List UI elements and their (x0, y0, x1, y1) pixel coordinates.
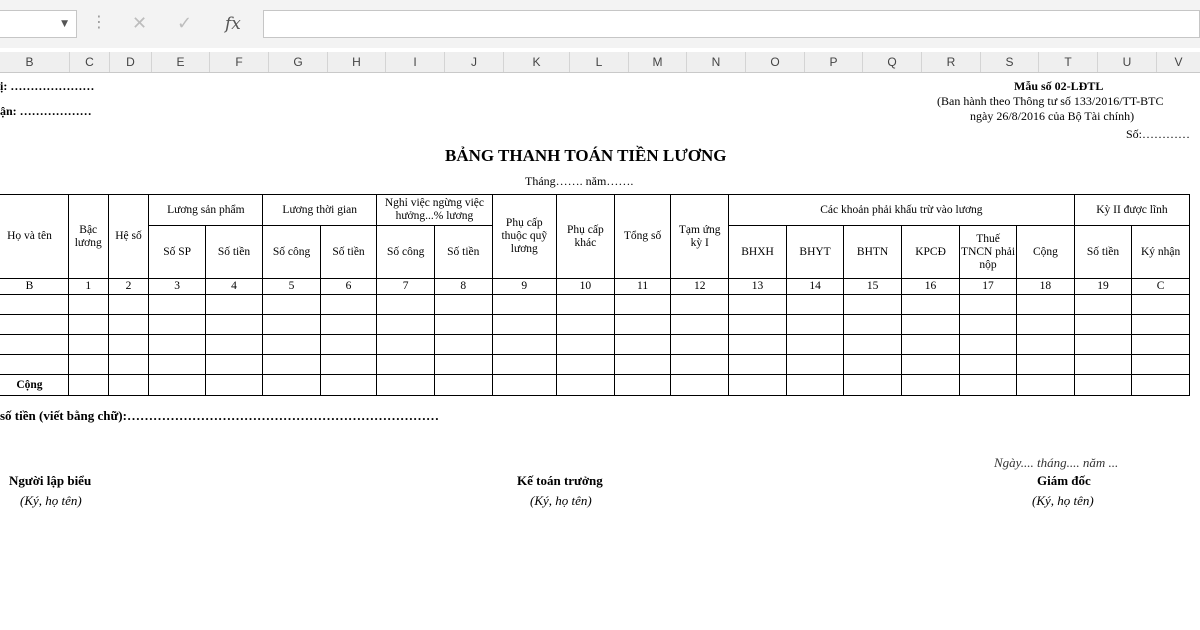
cell[interactable] (557, 375, 615, 396)
cell[interactable] (787, 375, 844, 396)
cell[interactable] (108, 375, 149, 396)
header-bhtn: BHTN (844, 226, 902, 279)
column-header[interactable]: F (210, 52, 269, 72)
header-amount: Số tiền (435, 226, 493, 279)
cell[interactable] (1074, 335, 1131, 355)
header-total: Tổng số (614, 195, 671, 279)
index-cell: 18 (1017, 279, 1075, 295)
index-cell: 4 (205, 279, 262, 295)
total-row (0, 375, 1190, 396)
cell[interactable] (1017, 335, 1075, 355)
header-amount: Số tiền (320, 226, 376, 279)
header-product-wage: Lương sản phẩm (149, 195, 263, 226)
cell[interactable] (320, 295, 376, 315)
index-cell: B (0, 279, 68, 295)
column-header[interactable]: L (570, 52, 629, 72)
signer-director: Giám đốc (1037, 473, 1091, 488)
formula-buttons (117, 11, 247, 39)
cell[interactable] (960, 375, 1017, 396)
cell[interactable] (671, 315, 729, 335)
cell[interactable] (787, 315, 844, 335)
header-workdays: Số công (263, 226, 321, 279)
header-leave-wage: Nghỉ việc ngừng việc hưởng...% lương (377, 195, 492, 226)
unit-label: ị: ………………… (0, 79, 95, 93)
cell[interactable] (263, 295, 321, 315)
cell[interactable] (902, 355, 960, 375)
cell[interactable] (149, 375, 205, 396)
cell[interactable] (68, 295, 108, 315)
cell[interactable] (729, 335, 787, 355)
cell[interactable] (0, 335, 68, 355)
index-cell: 15 (844, 279, 902, 295)
header-deductions: Các khoản phải khấu trừ vào lương (729, 195, 1075, 226)
cell[interactable] (787, 295, 844, 315)
cell[interactable] (729, 355, 787, 375)
cell[interactable] (205, 295, 262, 315)
header-product-qty: Số SP (149, 226, 205, 279)
column-header[interactable]: I (386, 52, 445, 72)
column-header[interactable]: G (269, 52, 328, 72)
cell[interactable] (435, 315, 493, 335)
cell[interactable] (1074, 315, 1131, 335)
cell[interactable] (377, 375, 435, 396)
cell[interactable] (68, 315, 108, 335)
cell[interactable] (902, 335, 960, 355)
cell[interactable] (614, 315, 671, 335)
header-name: Họ và tên (0, 195, 68, 279)
table-header-row (0, 195, 1190, 226)
column-header[interactable]: O (746, 52, 805, 72)
index-cell: C (1132, 279, 1190, 295)
enter-icon[interactable]: ✓ (177, 13, 193, 34)
cell[interactable] (614, 295, 671, 315)
issuance-note-2: ngày 26/8/2016 của Bộ Tài chính) (970, 109, 1135, 123)
cell[interactable] (0, 315, 68, 335)
cell[interactable] (1132, 335, 1190, 355)
cell[interactable] (960, 355, 1017, 375)
column-header[interactable]: Q (863, 52, 922, 72)
sign-hint-director: (Ký, họ tên) (1032, 493, 1094, 508)
cell[interactable] (263, 315, 321, 335)
cell[interactable] (320, 335, 376, 355)
column-header[interactable]: D (110, 52, 152, 72)
cell[interactable] (205, 355, 262, 375)
column-headers (0, 52, 1200, 73)
cell[interactable] (205, 315, 262, 335)
cell[interactable] (902, 295, 960, 315)
index-cell: 2 (108, 279, 149, 295)
cell[interactable] (614, 375, 671, 396)
document-number: Số:………… (1126, 127, 1191, 141)
cell[interactable] (1074, 295, 1131, 315)
cell[interactable] (492, 295, 557, 315)
index-cell: 3 (149, 279, 205, 295)
cell[interactable] (960, 315, 1017, 335)
header-workdays: Số công (377, 226, 435, 279)
cell[interactable] (1132, 375, 1190, 396)
cell[interactable] (149, 295, 205, 315)
amount-in-words: số tiền (viết bằng chữ):……………………………………………………………… (0, 408, 439, 423)
cell[interactable] (844, 355, 902, 375)
signer-chief-accountant: Kế toán trưởng (517, 473, 603, 488)
header-grade: Bậc lương (68, 195, 108, 279)
index-cell: 9 (492, 279, 557, 295)
sign-hint-accountant: (Ký, họ tên) (530, 493, 592, 508)
form-number: Mẫu số 02-LĐTL (1014, 79, 1104, 93)
column-header[interactable]: J (445, 52, 504, 72)
cell[interactable] (68, 355, 108, 375)
cell[interactable] (671, 295, 729, 315)
cell[interactable] (1132, 315, 1190, 335)
cell[interactable] (108, 315, 149, 335)
cell[interactable] (377, 335, 435, 355)
cell[interactable] (263, 375, 321, 396)
index-cell: 8 (435, 279, 493, 295)
cell[interactable] (671, 355, 729, 375)
cell[interactable] (960, 295, 1017, 315)
column-header[interactable]: P (805, 52, 863, 72)
column-header[interactable]: M (629, 52, 687, 72)
cancel-icon[interactable]: ✕ (132, 13, 148, 34)
column-header[interactable]: U (1098, 52, 1157, 72)
header-signature: Ký nhận (1132, 226, 1190, 279)
index-cell: 14 (787, 279, 844, 295)
total-label: Cộng (0, 375, 68, 396)
payroll-table (0, 194, 1190, 396)
column-header[interactable]: N (687, 52, 746, 72)
cell[interactable] (1074, 375, 1131, 396)
cell[interactable] (205, 375, 262, 396)
column-header[interactable]: C (70, 52, 110, 72)
cell[interactable] (320, 355, 376, 375)
cell[interactable] (1017, 355, 1075, 375)
cell[interactable] (435, 355, 493, 375)
cell[interactable] (149, 355, 205, 375)
column-header[interactable]: S (981, 52, 1039, 72)
cell[interactable] (729, 295, 787, 315)
sign-hint-preparer: (Ký, họ tên) (20, 493, 82, 508)
column-header[interactable]: V (1174, 55, 1183, 69)
index-cell: 7 (377, 279, 435, 295)
cell[interactable] (492, 315, 557, 335)
cell[interactable] (614, 335, 671, 355)
cell[interactable] (557, 295, 615, 315)
header-period-2: Kỳ II được lĩnh (1074, 195, 1189, 226)
cell[interactable] (614, 355, 671, 375)
column-header[interactable]: E (152, 52, 210, 72)
cell[interactable] (902, 315, 960, 335)
column-header[interactable]: K (504, 52, 570, 72)
issuance-note-1: (Ban hành theo Thông tư số 133/2016/TT-BTC (937, 94, 1164, 108)
cell[interactable] (1132, 295, 1190, 315)
header-allowance-other: Phụ cấp khác (557, 195, 615, 279)
cell[interactable] (1132, 355, 1190, 375)
table-row (0, 315, 1190, 335)
cell[interactable] (108, 295, 149, 315)
cell[interactable] (263, 335, 321, 355)
header-amount: Số tiền (1074, 226, 1131, 279)
cell[interactable] (435, 335, 493, 355)
index-row (0, 279, 1190, 295)
cell[interactable] (671, 335, 729, 355)
header-allowance-fund: Phụ cấp thuộc quỹ lương (492, 195, 557, 279)
period-line: Tháng……. năm……. (525, 174, 634, 188)
cell[interactable] (0, 295, 68, 315)
cell[interactable] (205, 335, 262, 355)
cell[interactable] (844, 295, 902, 315)
cell[interactable] (492, 355, 557, 375)
name-box[interactable] (0, 10, 77, 38)
cell[interactable] (557, 335, 615, 355)
cell[interactable] (149, 315, 205, 335)
cell[interactable] (320, 315, 376, 335)
header-time-wage: Lương thời gian (263, 195, 377, 226)
index-cell: 11 (614, 279, 671, 295)
header-sum: Cộng (1017, 226, 1075, 279)
column-header[interactable]: T (1039, 52, 1098, 72)
table-row (0, 335, 1190, 355)
cell[interactable] (787, 355, 844, 375)
index-cell: 1 (68, 279, 108, 295)
cell[interactable] (1017, 295, 1075, 315)
index-cell: 13 (729, 279, 787, 295)
index-cell: 16 (902, 279, 960, 295)
more-options-icon[interactable]: ⋮ (91, 12, 107, 31)
cell[interactable] (435, 375, 493, 396)
cell[interactable] (557, 355, 615, 375)
cell[interactable] (1017, 315, 1075, 335)
cell[interactable] (263, 355, 321, 375)
signer-preparer: Người lập biểu (9, 473, 92, 488)
cell[interactable] (377, 315, 435, 335)
insert-function-icon[interactable]: fx (225, 14, 241, 34)
column-header[interactable]: B (0, 52, 70, 72)
cell[interactable] (902, 375, 960, 396)
cell[interactable] (960, 335, 1017, 355)
cell[interactable] (0, 355, 68, 375)
column-header[interactable]: R (922, 52, 981, 72)
header-advance: Tạm ứng kỳ I (671, 195, 729, 279)
department-label: ận: ……………… (0, 104, 92, 118)
cell[interactable] (557, 315, 615, 335)
column-header[interactable]: H (328, 52, 386, 72)
formula-bar (0, 0, 1200, 48)
cell[interactable] (68, 335, 108, 355)
cell[interactable] (729, 375, 787, 396)
cell[interactable] (787, 335, 844, 355)
cell[interactable] (844, 375, 902, 396)
index-cell: 10 (557, 279, 615, 295)
header-income-tax: Thuế TNCN phải nộp (960, 226, 1017, 279)
chevron-down-icon[interactable]: ▼ (61, 19, 68, 29)
cell[interactable] (492, 335, 557, 355)
cell[interactable] (1074, 355, 1131, 375)
formula-input[interactable] (263, 10, 1200, 38)
index-cell: 6 (320, 279, 376, 295)
cell[interactable] (844, 335, 902, 355)
table-row (0, 355, 1190, 375)
cell[interactable] (68, 375, 108, 396)
cell[interactable] (377, 295, 435, 315)
cell[interactable] (492, 375, 557, 396)
index-cell: 17 (960, 279, 1017, 295)
cell[interactable] (844, 315, 902, 335)
index-cell: 5 (263, 279, 321, 295)
cell[interactable] (671, 375, 729, 396)
cell[interactable] (435, 295, 493, 315)
date-line: Ngày.... tháng.... năm ... (994, 455, 1119, 470)
cell[interactable] (108, 335, 149, 355)
header-amount: Số tiền (205, 226, 262, 279)
cell[interactable] (1017, 375, 1075, 396)
cell[interactable] (108, 355, 149, 375)
cell[interactable] (377, 355, 435, 375)
index-cell: 12 (671, 279, 729, 295)
header-kpcd: KPCĐ (902, 226, 960, 279)
page-title: BẢNG THANH TOÁN TIỀN LƯƠNG (445, 146, 727, 165)
header-coefficient: Hệ số (108, 195, 149, 279)
cell[interactable] (320, 375, 376, 396)
table-row (0, 295, 1190, 315)
cell[interactable] (729, 315, 787, 335)
cell[interactable] (149, 335, 205, 355)
header-bhxh: BHXH (729, 226, 787, 279)
index-cell: 19 (1074, 279, 1131, 295)
header-bhyt: BHYT (787, 226, 844, 279)
